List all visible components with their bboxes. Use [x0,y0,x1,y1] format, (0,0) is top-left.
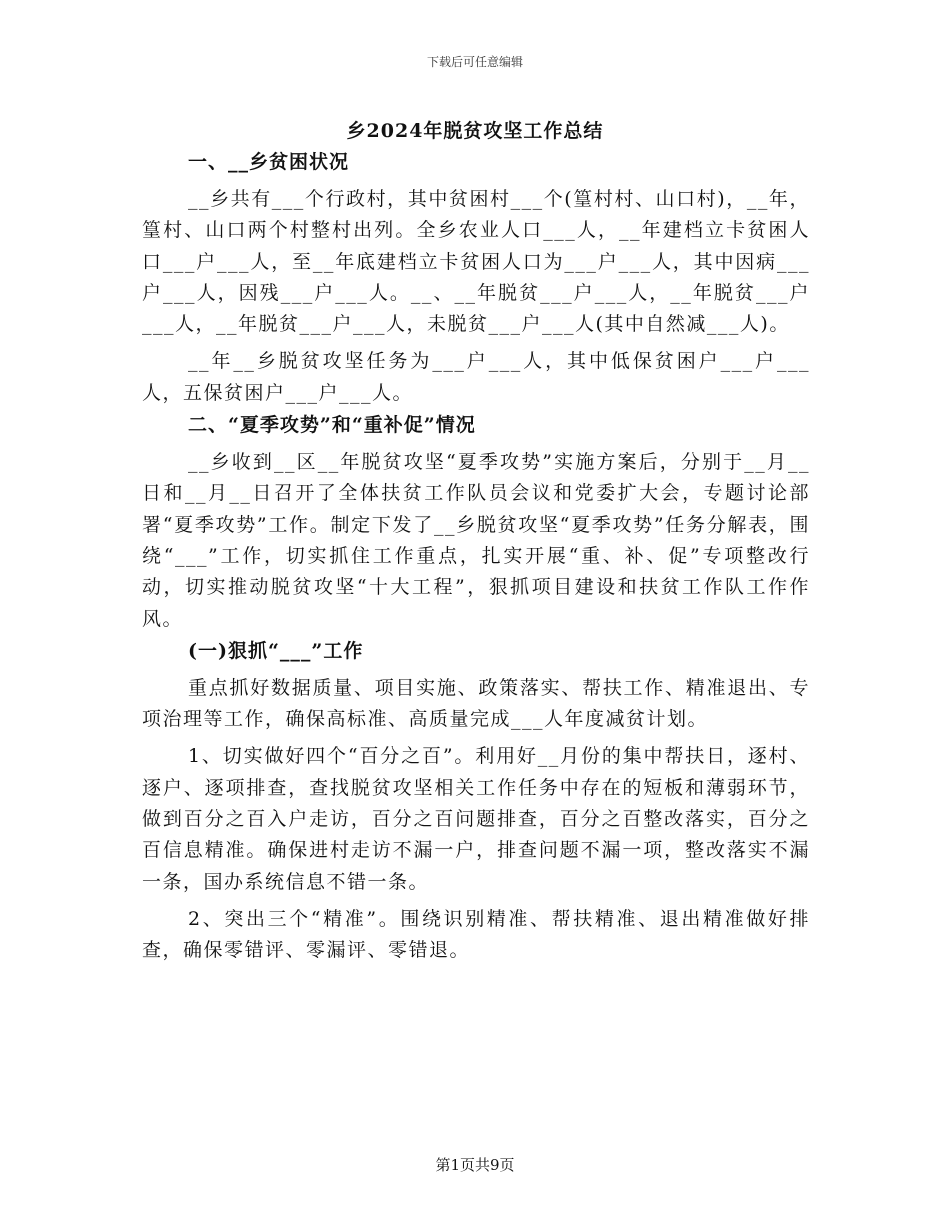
subsection-1-paragraph-1: 重点抓好数据质量、项目实施、政策落实、帮扶工作、精准退出、专项治理等工作，确保高标准、高质量完成___人年度减贫计划。 [142,676,810,731]
section-2-paragraph-1: __乡收到__区__年脱贫攻坚“夏季攻势”实施方案后，分别于__月__日和__月__日召开了全体扶贫工作队员会议和党委扩大会，专题讨论部署“夏季攻势”工作。制定下发了__乡脱贫攻坚“夏季攻势”任务分解表，围绕“___”工作，切实抓住工作重点，扎实开展“重、补、促”专项整改行动，切实推动脱贫攻坚“十大工程”，狠抓项目建设和扶贫工作队工作作风。 [142,451,810,630]
section-1-paragraph-2: __年__乡脱贫攻坚任务为___户___人，其中低保贫困户___户___人，五保贫困户___户___人。 [142,350,810,404]
page-indicator: 第1页共9页 [435,1156,515,1174]
section-1-paragraph-1: __乡共有___个行政村，其中贫困村___个(篁村村、山口村)，__年，篁村、山口两个村整村出列。全乡农业人口___人，__年建档立卡贫困人口___户___人，至__年底建档立卡贫困人口为___户___人，其中因病___户___人，因残___户___人。__、__年脱贫___户___人，__年脱贫___户___人，__年脱贫___户___人，未脱贫___户___人(其中自然减___人)。 [142,188,810,336]
document-title: 乡2024年脱贫攻坚工作总结 [346,120,604,142]
subsection-1-paragraph-2: 1、切实做好四个“百分之百”。利用好__月份的集中帮扶日，逐村、逐户、逐项排查，查找脱贫攻坚相关工作任务中存在的短板和薄弱环节，做到百分之百入户走访，百分之百问题排查，百分之百整改落实，百分之百信息精准。确保进村走访不漏一户，排查问题不漏一项，整改落实不漏一条，国办系统信息不错一条。 [142,745,810,893]
document-body [142,146,810,967]
subsection-1-paragraph-3: 2、突出三个“精准”。围绕识别精准、帮扶精准、退出精准做好排查，确保零错评、零漏评、零错退。 [142,907,810,962]
subsection-1-heading: (一)狠抓“___”工作 [188,639,364,662]
section-2-heading: 二、“夏季攻势”和“重补促”情况 [188,414,476,437]
section-1-heading: 一、__乡贫困状况 [188,151,350,173]
page-header-note: 下载后可任意编辑 [426,55,523,69]
